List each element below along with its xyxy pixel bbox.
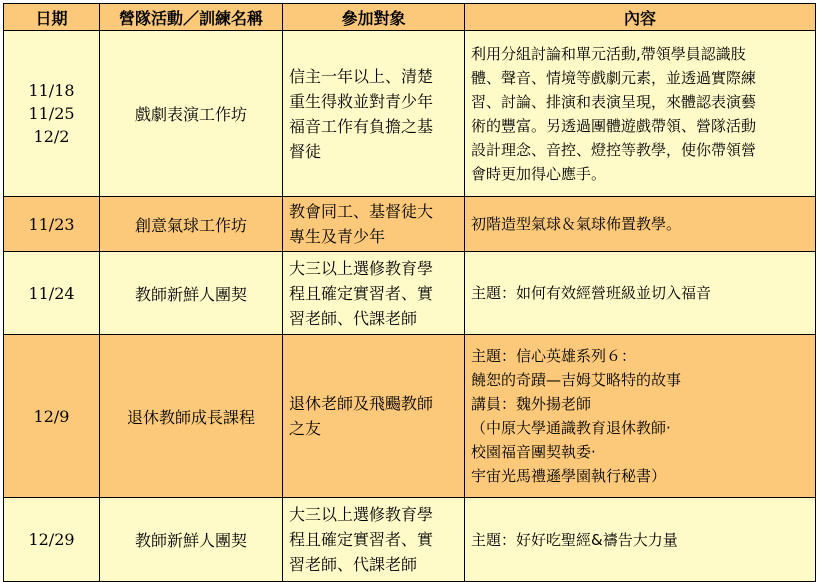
activity-schedule-table [3,3,816,582]
target-audience-cell [283,31,465,197]
date-cell [4,335,100,498]
target-line: 程且確定實習者、實 [289,283,434,303]
target-line: 福音工作有負擔之基 [289,116,434,136]
content-line: 設計理念、音控、燈控等教學，使你帶領營 [471,140,757,159]
date-cell [4,31,100,197]
date-text: 11/25 [28,104,75,123]
content-line: 饒恕的奇蹟—吉姆艾略特的故事 [471,371,682,389]
date-text: 11/24 [28,283,75,303]
content-cell [465,252,816,335]
content-line: 會時更加得心應手。 [471,164,607,183]
target-audience-cell [283,498,465,582]
activity-name-cell: 教師新鮮人團契 [100,498,283,582]
content-cell [465,335,816,498]
content-line: 校園福音團契執委‧ [471,443,596,461]
date-text: 12/29 [28,530,75,549]
header-content: 內容 [465,4,816,31]
target-line: 重生得救並對青少年 [289,91,434,111]
activity-name-cell: 退休教師成長課程 [100,335,283,498]
table-row [4,252,816,335]
target-line: 大三以上選修教育學 [289,505,434,524]
activity-name-cell: 戲劇表演工作坊 [100,31,283,197]
date-text: 12/9 [33,406,70,426]
table-row [4,335,816,498]
date-cell [4,197,100,252]
table-header-row [4,4,816,31]
target-audience-cell [283,197,465,252]
target-line: 信主一年以上、清楚 [289,66,434,86]
target-line: 大三以上選修教育學 [289,258,434,278]
activity-name-cell: 教師新鮮人團契 [100,252,283,335]
target-line: 專生及青少年 [289,227,386,246]
target-line: 之友 [289,419,322,438]
header-date: 日期 [4,4,100,31]
content-cell [465,197,816,252]
date-text: 11/18 [28,81,75,100]
date-text: 12/2 [33,127,70,146]
target-line: 督徒 [289,141,322,161]
target-audience-cell [283,252,465,335]
date-cell [4,252,100,335]
content-line: 利用分組討論和單元活動,帶領學員認識肢 [471,44,746,63]
activity-name-cell: 創意氣球工作坊 [100,197,283,252]
content-line: 講員：魏外揚老師 [471,395,592,413]
content-line: 主題：好好吃聖經&禱告大力量 [471,530,678,549]
target-line: 退休老師及飛颺教師 [289,394,434,413]
content-line: 術的豐富。另透過團體遊戲帶領、營隊活動 [471,116,757,135]
content-line: 習、討論、排演和表演呈現，來體認表演藝 [471,92,757,111]
date-text: 11/23 [28,214,75,234]
table-row [4,31,816,197]
content-cell [465,31,816,197]
content-line: 主題：如何有效經營班級並切入福音 [471,284,712,302]
target-line: 習老師、代課老師 [289,555,418,574]
target-line: 程且確定實習者、實 [289,530,434,549]
target-audience-cell [283,335,465,498]
target-line: 習老師、代課老師 [289,308,418,328]
table-row [4,498,816,582]
target-line: 教會同工、基督徒大 [289,202,434,221]
table-row [4,197,816,252]
content-line: 主題：信心英雄系列６： [471,347,637,365]
header-target-audience: 參加對象 [283,4,465,31]
date-cell [4,498,100,582]
content-line: （中原大學通識教育退休教師‧ [471,419,671,437]
content-line: 初階造型氣球＆氣球佈置教學。 [471,215,682,233]
header-activity-name: 營隊活動／訓練名稱 [100,4,283,31]
content-line: 體、聲音、情境等戲劇元素，並透過實際練 [471,68,757,87]
content-line: 宇宙光馬禮遜學園執行秘書） [471,467,667,485]
content-cell [465,498,816,582]
